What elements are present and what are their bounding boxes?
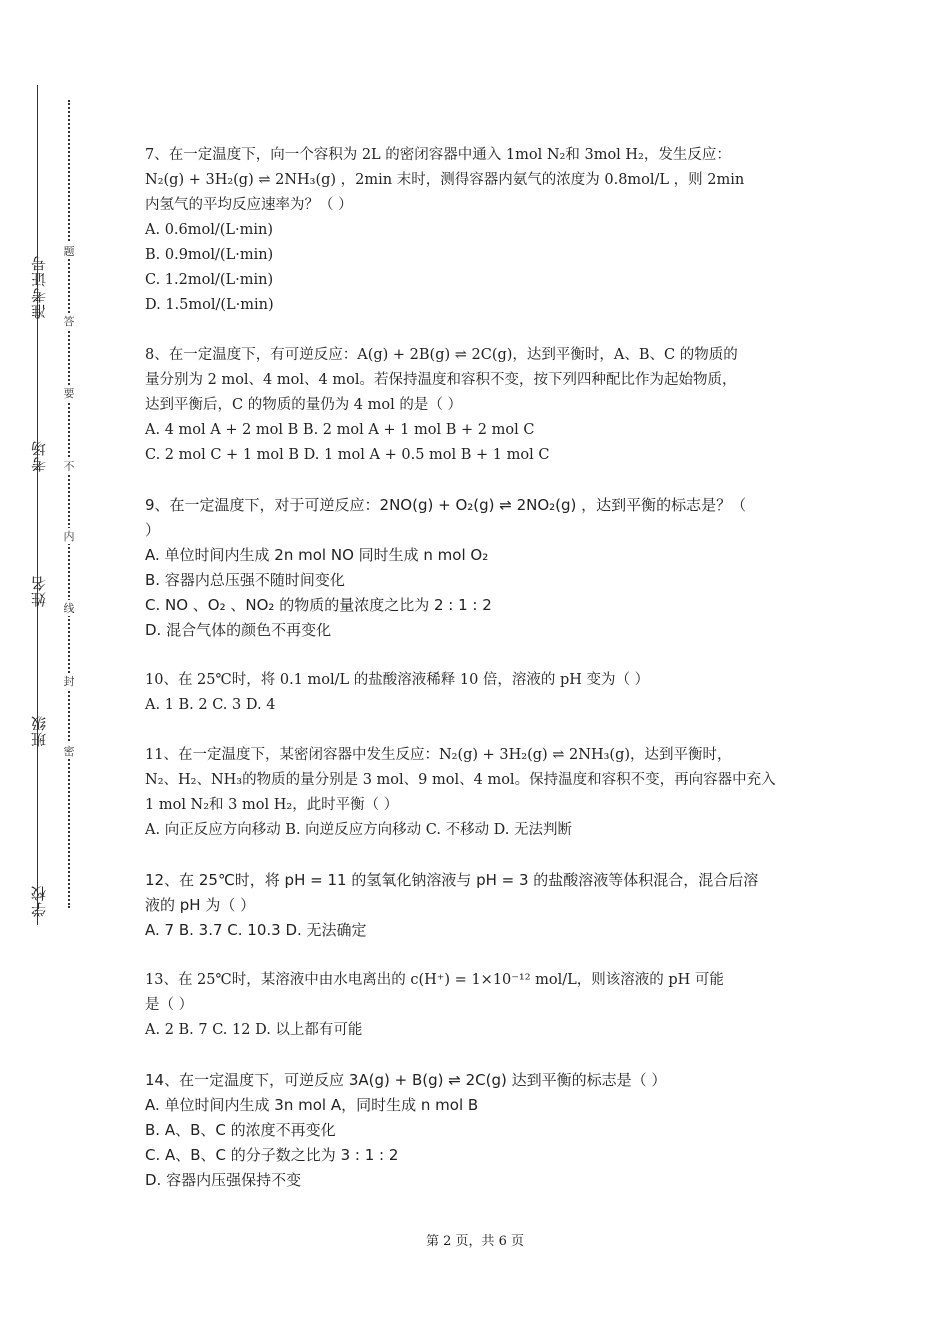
option: C. 1.2mol/(L·min) [145, 272, 274, 288]
question-text: 内氢气的平均反应速率为？（ ） [145, 197, 353, 213]
seal-char: 线 [61, 600, 77, 616]
option: A. 0.6mol/(L·min) [145, 222, 274, 238]
option: B. A、B、C 的浓度不再变化 [145, 1121, 336, 1139]
question-text: 8、在一定温度下，有可逆反应：A(g) + 2B(g) ⇌ 2C(g)，达到平衡时，A、B、C 的物质的 [145, 347, 738, 363]
option: A. 4 mol A + 2 mol B B. 2 mol A + 1 mol B + 2 mol C [145, 422, 535, 438]
question-11 [145, 743, 810, 843]
seal-char: 封 [61, 673, 77, 689]
field-exam-number: 准考证号 [30, 255, 48, 319]
seal-char: 内 [61, 528, 77, 544]
question-14 [145, 1068, 810, 1193]
question-list [145, 143, 810, 1218]
question-text: ） [145, 521, 161, 539]
field-school: 学校 [30, 885, 48, 917]
option: C. A、B、C 的分子数之比为 3 : 1 : 2 [145, 1146, 399, 1164]
option: C. NO 、O₂ 、NO₂ 的物质的量浓度之比为 2 : 1 : 2 [145, 596, 492, 614]
question-text: 是（ ） [145, 997, 194, 1013]
seal-char: 要 [61, 385, 77, 401]
question-text: 达到平衡后，C 的物质的量仍为 4 mol 的是（ ） [145, 397, 462, 413]
question-text: N₂、H₂、NH₃的物质的量分别是 3 mol、9 mol、4 mol。保持温度和容积不变，再向容器中充入 [145, 772, 776, 788]
page-number: 第 2 页，共 6 页 [425, 1234, 525, 1249]
question-text: N₂(g) + 3H₂(g) ⇌ 2NH₃(g) ，2min 末时，测得容器内氨气的浓度为 0.8mol/L ，则 2min [145, 172, 745, 188]
option: A. 单位时间内生成 3n mol A，同时生成 n mol B [145, 1096, 479, 1114]
option: D. 1.5mol/(L·min) [145, 297, 274, 313]
option: A. 单位时间内生成 2n mol NO 同时生成 n mol O₂ [145, 546, 489, 564]
question-13 [145, 968, 810, 1043]
seal-char: 题 [61, 243, 77, 259]
option: A. 2 B. 7 C. 12 D. 以上都有可能 [145, 1022, 363, 1038]
option: C. 2 mol C + 1 mol B D. 1 mol A + 0.5 mol B + 1 mol C [145, 447, 550, 463]
seal-dotted-line [68, 100, 70, 908]
seal-char: 答 [61, 313, 77, 329]
question-text: 13、在 25℃时，某溶液中由水电离出的 c(H⁺) = 1×10⁻¹² mol/L，则该溶液的 pH 可能 [145, 972, 724, 988]
question-8 [145, 343, 810, 468]
option: D. 混合气体的颜色不再变化 [145, 621, 332, 639]
option: A. 7 B. 3.7 C. 10.3 D. 无法确定 [145, 921, 367, 939]
question-text: 9、在一定温度下，对于可逆反应：2NO(g) + O₂(g) ⇌ 2NO₂(g) ，达到平衡的标志是？（ [145, 496, 747, 514]
option: B. 0.9mol/(L·min) [145, 247, 274, 263]
option: D. 容器内压强保持不变 [145, 1171, 302, 1189]
question-text: 10、在 25℃时，将 0.1 mol/L 的盐酸溶液稀释 10 倍，溶液的 pH 变为（ ） [145, 672, 650, 688]
field-name: 姓名 [30, 575, 48, 607]
question-text: 11、在一定温度下，某密闭容器中发生反应：N₂(g) + 3H₂(g) ⇌ 2NH₃(g)，达到平衡时， [145, 747, 732, 763]
question-text: 液的 pH 为（ ） [145, 896, 256, 914]
question-9 [145, 493, 810, 643]
binding-solid-line [37, 85, 38, 925]
question-text: 12、在 25℃时，将 pH = 11 的氢氧化钠溶液与 pH = 3 的盐酸溶液等体积混合，混合后溶 [145, 871, 759, 889]
option: A. 向正反应方向移动 B. 向逆反应方向移动 C. 不移动 D. 无法判断 [145, 822, 573, 838]
question-10 [145, 668, 810, 718]
option: A. 1 B. 2 C. 3 D. 4 [145, 697, 276, 713]
question-7 [145, 143, 810, 318]
question-text: 14、在一定温度下，可逆反应 3A(g) + B(g) ⇌ 2C(g) 达到平衡的标志是（ ） [145, 1071, 667, 1089]
option: B. 容器内总压强不随时间变化 [145, 571, 345, 589]
question-12 [145, 868, 810, 943]
question-text: 量分别为 2 mol、4 mol、4 mol。若保持温度和容积不变，按下列四种配比作为起始物质， [145, 372, 737, 388]
field-class: 班级 [30, 715, 48, 747]
field-exam-room: 考场 [30, 440, 48, 472]
seal-char: 密 [61, 743, 77, 759]
question-text: 7、在一定温度下，向一个容积为 2L 的密闭容器中通入 1mol N₂和 3mol H₂，发生反应： [145, 147, 731, 163]
seal-char: 不 [61, 458, 77, 474]
question-text: 1 mol N₂和 3 mol H₂，此时平衡（ ） [145, 797, 399, 813]
